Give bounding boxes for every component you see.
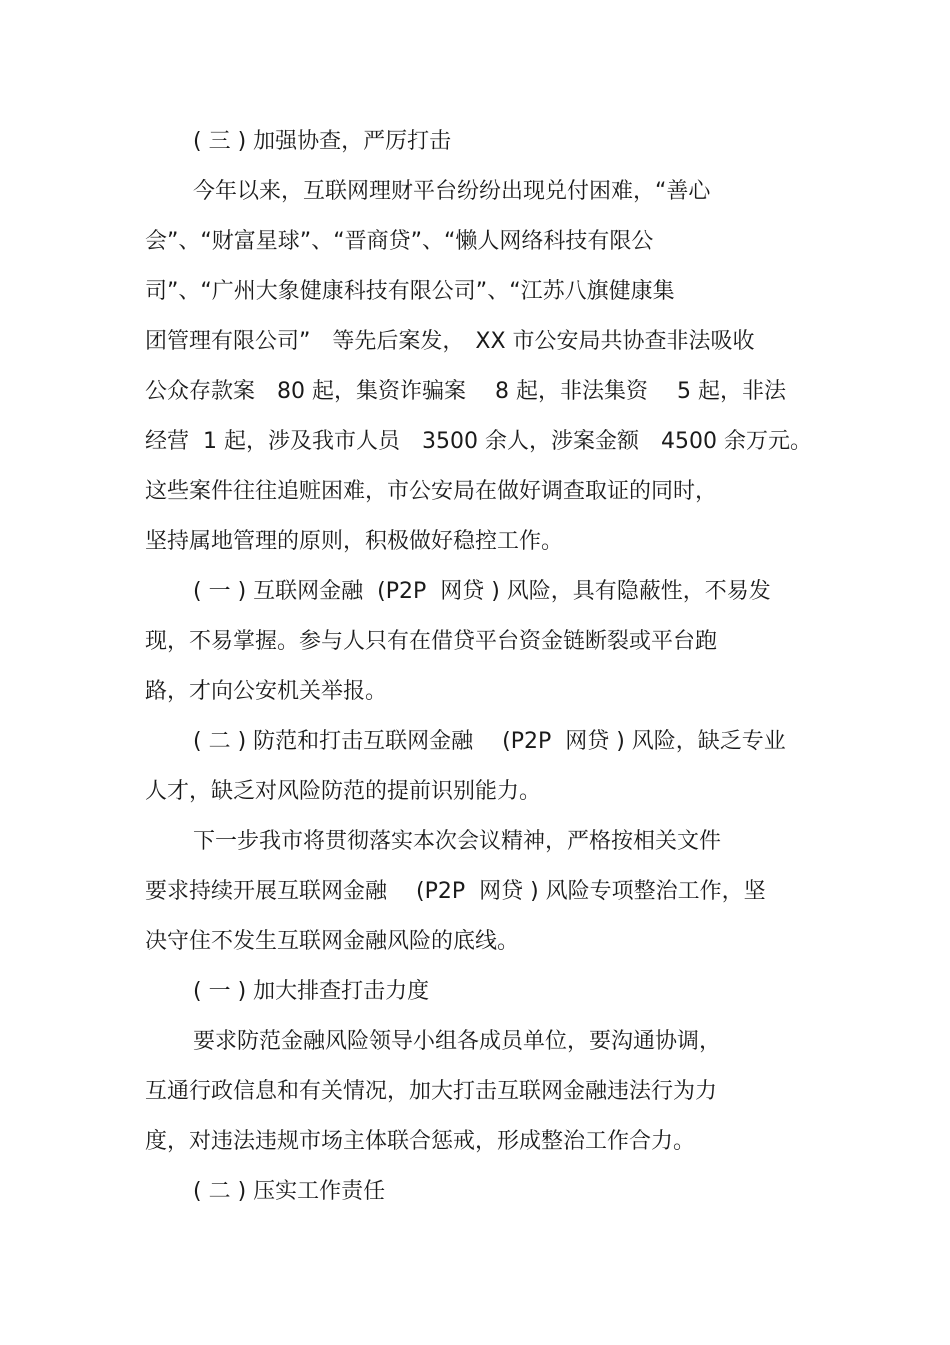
paragraph-line: 互通行政信息和有关情况，加大打击互联网金融违法行为力	[145, 1079, 718, 1104]
paragraph-line: 团管理有限公司” 等先后案发， XX 市公安局共协查非法吸收	[145, 329, 755, 354]
paragraph-line: 今年以来，互联网理财平台纷纷出现兑付困难，“善心	[193, 179, 711, 204]
paragraph-line: 路，才向公安机关举报。	[145, 679, 388, 704]
paragraph-line: 度，对违法违规市场主体联合惩戒，形成整治工作合力。	[145, 1129, 696, 1154]
paragraph-line: 公众存款案 80 起，集资诈骗案 8 起，非法集资 5 起，非法	[145, 379, 786, 404]
paragraph-line: 经营 1 起，涉及我市人员 3500 余人，涉案金额 4500 余万元。	[145, 429, 812, 454]
paragraph-line: 会”、“财富星球”、“晋商贷”、“懒人网络科技有限公	[145, 229, 654, 254]
section-heading-3: ( 三 ) 加强协查，严厉打击	[193, 129, 452, 154]
paragraph-line: ( 二 ) 防范和打击互联网金融 (P2P 网贷 ) 风险，缺乏专业	[193, 729, 786, 754]
paragraph-line: 坚持属地管理的原则，积极做好稳控工作。	[145, 529, 564, 554]
paragraph-line: 决守住不发生互联网金融风险的底线。	[145, 929, 520, 954]
paragraph-line: 要求持续开展互联网金融 (P2P 网贷 ) 风险专项整治工作，坚	[145, 879, 766, 904]
paragraph-line: 下一步我市将贯彻落实本次会议精神，严格按相关文件	[193, 829, 722, 854]
paragraph-line: 要求防范金融风险领导小组各成员单位，要沟通协调，	[193, 1029, 722, 1054]
section-heading-1: ( 一 ) 加大排查打击力度	[193, 979, 430, 1004]
paragraph-line: ( 一 ) 互联网金融 (P2P 网贷 ) 风险，具有隐蔽性，不易发	[193, 579, 771, 604]
section-heading-2: ( 二 ) 压实工作责任	[193, 1179, 386, 1204]
paragraph-line: 这些案件往往追赃困难，市公安局在做好调查取证的同时，	[145, 479, 718, 504]
paragraph-line: 现，不易掌握。参与人只有在借贷平台资金链断裂或平台跑	[145, 629, 718, 654]
paragraph-line: 人才，缺乏对风险防范的提前识别能力。	[145, 779, 542, 804]
paragraph-line: 司”、“广州大象健康科技有限公司”、“江苏八旗健康集	[145, 279, 675, 304]
